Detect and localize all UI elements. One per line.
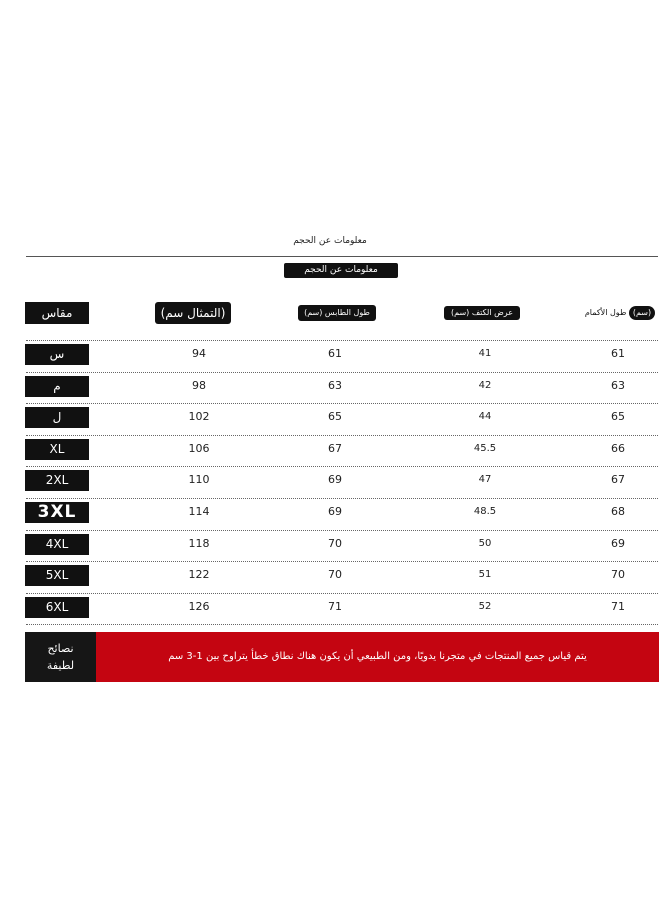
cell-bust: 98 xyxy=(192,378,206,392)
cell-size: 6XL xyxy=(25,597,89,618)
cell-length: 70 xyxy=(328,536,342,550)
header-shoulder: عرض الكتف (سم) xyxy=(444,306,520,320)
row-divider xyxy=(26,593,658,594)
cell-sleeve: 71 xyxy=(611,599,625,613)
table-row xyxy=(0,530,660,561)
tips-text: يتم قياس جميع المنتجات في متجرنا يدويًا، ومن الطبيعي أن يكون هناك نطاق خطأ يتراوح بين 1-3 سم xyxy=(168,651,587,662)
cell-shoulder: 47 xyxy=(478,474,492,486)
size-info-title: معلومات عن الحجم xyxy=(293,236,367,246)
cell-size: 5XL xyxy=(25,565,89,586)
cell-bust: 110 xyxy=(188,473,210,487)
cell-length: 70 xyxy=(328,568,342,582)
header-sleeve xyxy=(582,302,658,324)
cell-length: 69 xyxy=(328,473,342,487)
cell-shoulder: 51 xyxy=(478,569,492,581)
cell-sleeve: 61 xyxy=(611,347,625,360)
header-length: طول الطابس (سم) xyxy=(298,305,376,321)
table-bottom-divider xyxy=(26,624,658,625)
cell-size: XL xyxy=(25,439,89,460)
cell-length: 71 xyxy=(328,599,342,613)
table-row xyxy=(0,435,660,466)
row-divider xyxy=(26,372,658,373)
table-row xyxy=(0,466,660,497)
tips-label-line1: نصائح xyxy=(47,642,74,655)
header-size: مقاس xyxy=(25,302,89,324)
title-divider xyxy=(26,256,658,257)
cell-bust: 106 xyxy=(188,441,210,455)
size-table-header xyxy=(0,302,660,326)
cell-shoulder: 44 xyxy=(478,411,492,423)
table-row xyxy=(0,498,660,529)
cell-length: 65 xyxy=(328,410,342,424)
cell-size: م xyxy=(25,376,89,397)
row-divider xyxy=(26,530,658,531)
cell-shoulder: 48.5 xyxy=(473,506,497,517)
row-divider xyxy=(26,340,658,341)
size-info-banner: معلومات عن الحجم xyxy=(284,263,398,278)
tips-label xyxy=(25,632,96,682)
tips-banner xyxy=(25,632,659,682)
table-row xyxy=(0,593,660,624)
header-sleeve-unit: (سم) xyxy=(629,306,655,320)
cell-sleeve: 65 xyxy=(611,410,625,424)
cell-length: 63 xyxy=(328,378,342,392)
row-divider xyxy=(26,498,658,499)
cell-size: س xyxy=(25,344,89,365)
header-bust: (التمثال سم) xyxy=(155,302,231,324)
row-divider xyxy=(26,435,658,436)
cell-bust: 126 xyxy=(188,599,210,613)
cell-size: 2XL xyxy=(25,470,89,491)
cell-length: 61 xyxy=(328,347,342,360)
cell-shoulder: 50 xyxy=(478,537,492,549)
cell-shoulder: 52 xyxy=(478,600,492,612)
table-row xyxy=(0,561,660,592)
cell-shoulder: 45.5 xyxy=(473,442,497,454)
row-divider xyxy=(26,561,658,562)
cell-bust: 114 xyxy=(188,505,210,518)
tips-label-line2: لطيفة xyxy=(46,659,75,672)
cell-sleeve: 66 xyxy=(611,441,625,455)
cell-sleeve: 68 xyxy=(611,505,625,518)
cell-bust: 102 xyxy=(188,410,210,424)
cell-shoulder: 42 xyxy=(478,379,492,391)
cell-size: 4XL xyxy=(25,534,89,555)
cell-shoulder: 41 xyxy=(478,348,492,359)
cell-size: 3XL xyxy=(25,502,89,523)
cell-size: ل xyxy=(25,407,89,428)
table-row xyxy=(0,372,660,403)
cell-sleeve: 70 xyxy=(611,568,625,582)
cell-sleeve: 63 xyxy=(611,378,625,392)
row-divider xyxy=(26,403,658,404)
table-row xyxy=(0,340,660,371)
table-row xyxy=(0,403,660,434)
cell-sleeve: 69 xyxy=(611,536,625,550)
cell-length: 69 xyxy=(328,505,342,518)
cell-bust: 94 xyxy=(192,347,206,360)
row-divider xyxy=(26,466,658,467)
header-sleeve-label: طول الأكمام xyxy=(584,308,627,317)
cell-bust: 122 xyxy=(188,568,210,582)
cell-length: 67 xyxy=(328,441,342,455)
cell-bust: 118 xyxy=(188,536,210,550)
cell-sleeve: 67 xyxy=(611,473,625,487)
